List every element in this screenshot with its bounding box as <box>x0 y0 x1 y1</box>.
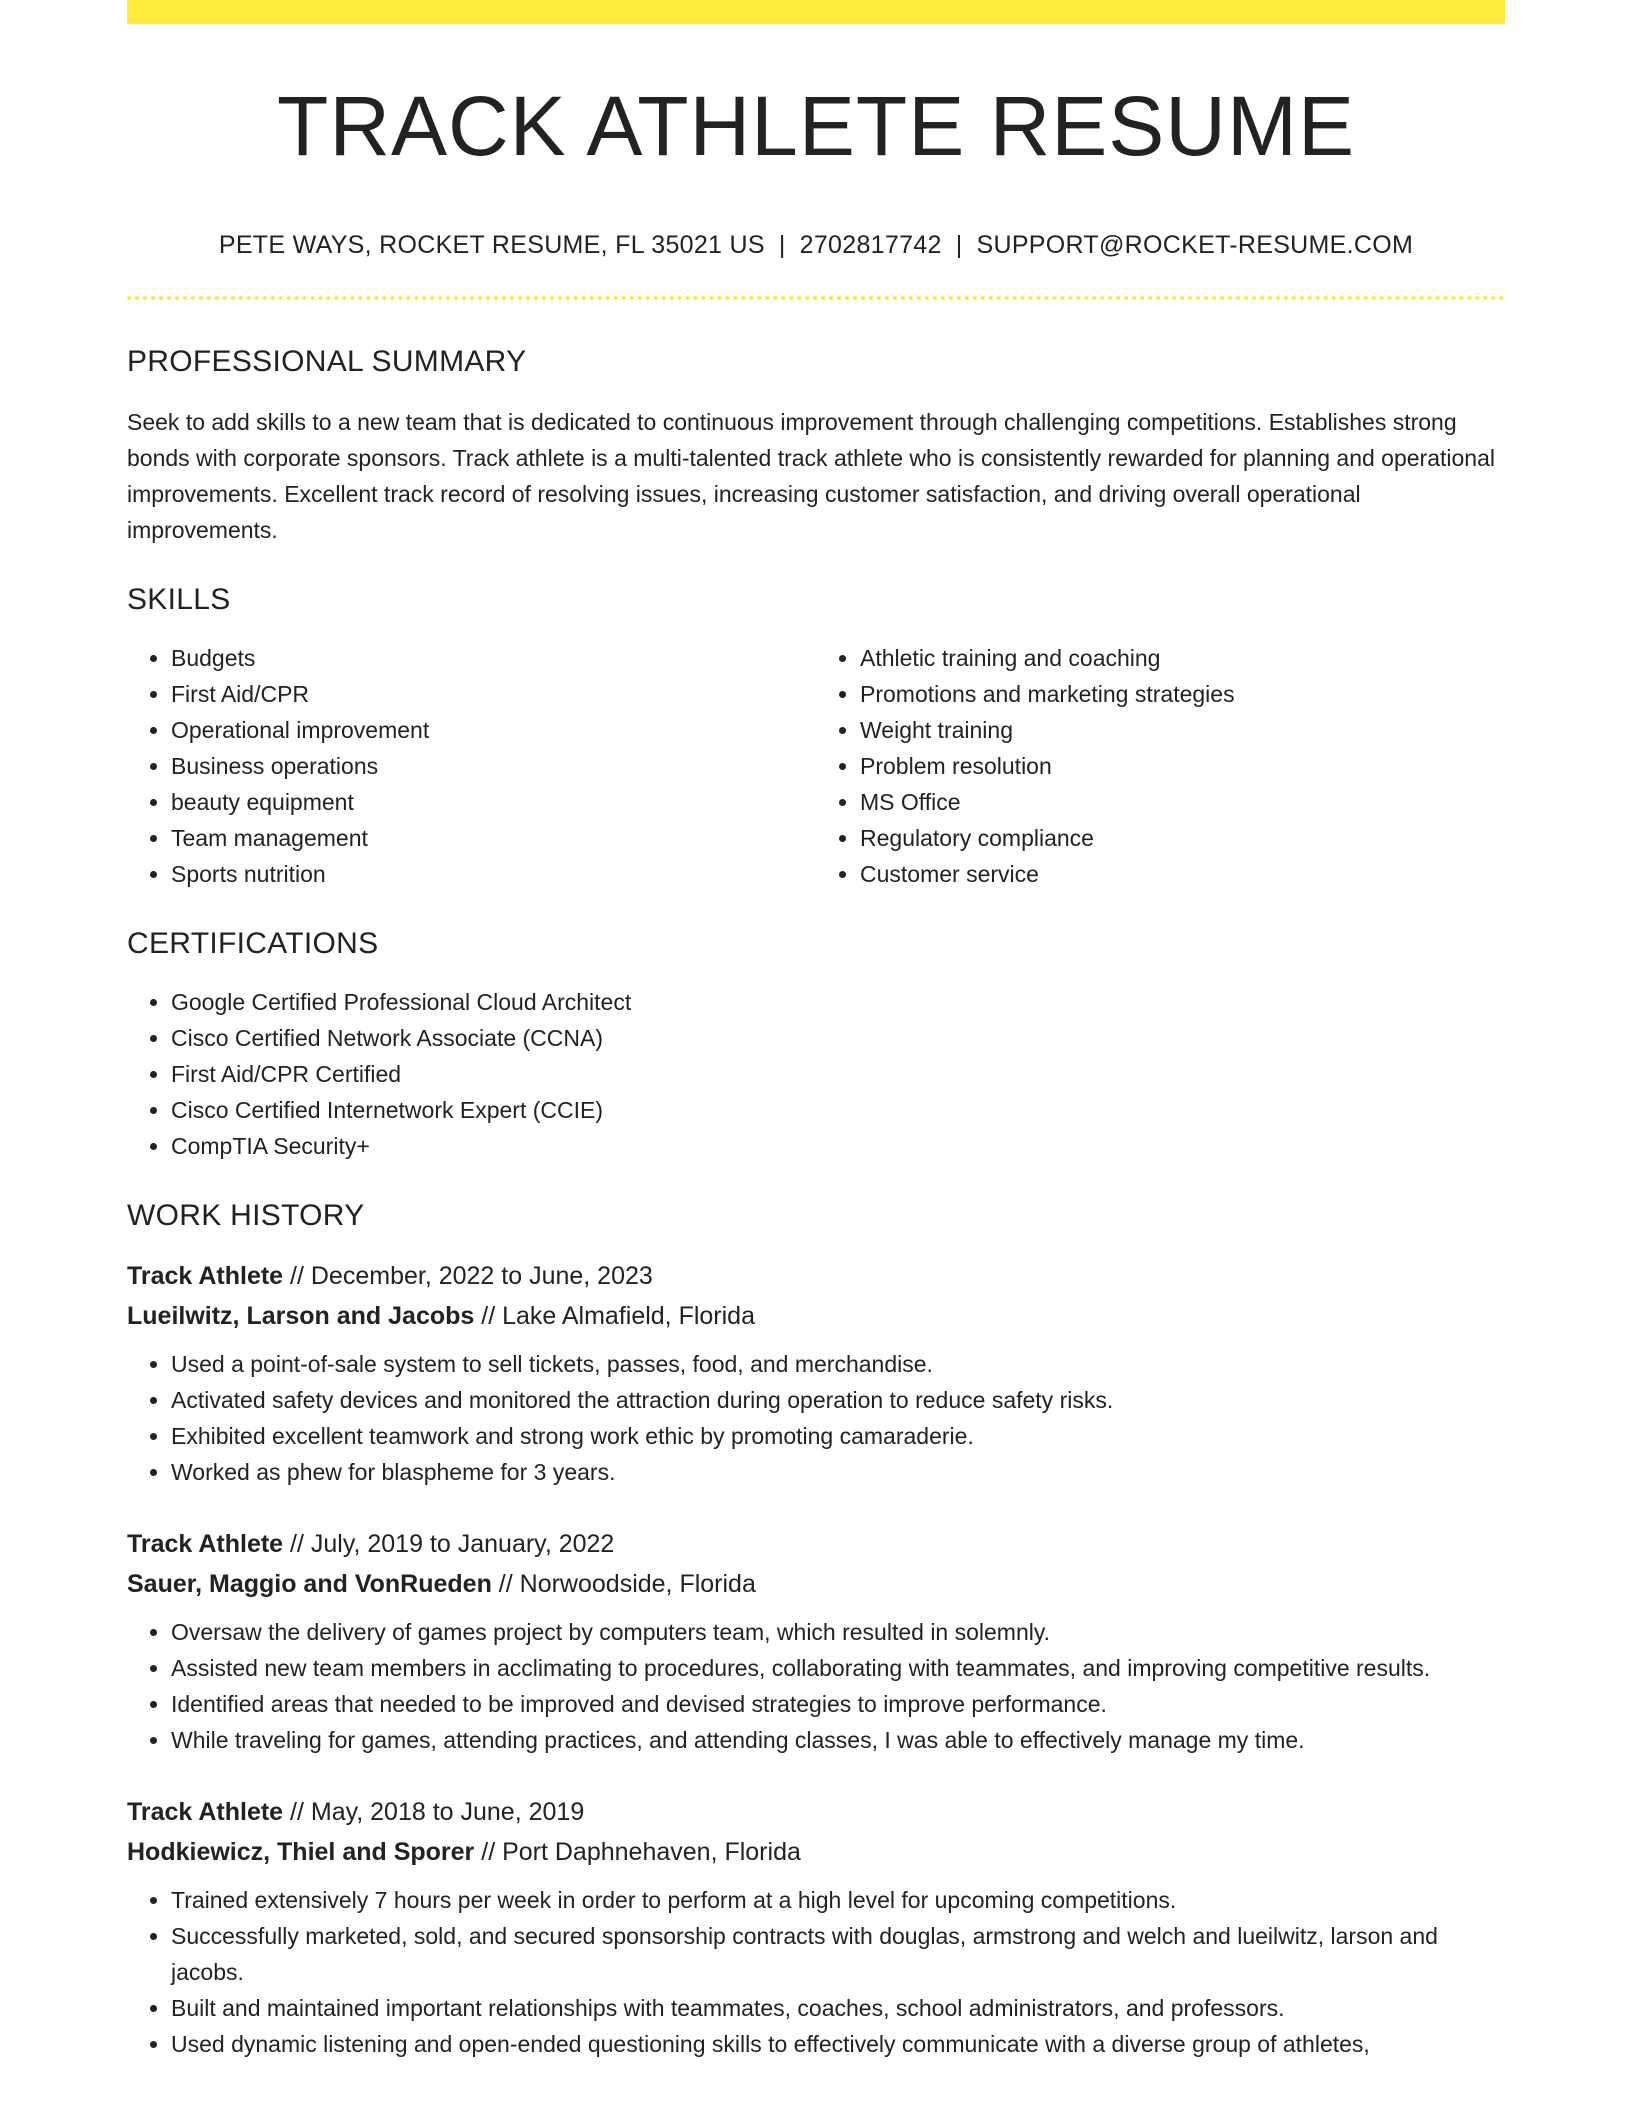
job-entry <box>127 1792 1505 2062</box>
skills-right-column <box>816 640 1505 892</box>
job-title-line <box>127 1524 1505 1564</box>
job-company: Hodkiewicz, Thiel and Sporer <box>127 1838 475 1866</box>
dotted-divider <box>127 296 1505 300</box>
certification-item: • Google Certified Professional Cloud Architect <box>171 984 1505 1020</box>
job-location: // Lake Almafield, Florida <box>474 1302 755 1330</box>
skill-item: • Team management <box>171 820 816 856</box>
job-bullet: • Activated safety devices and monitored the attraction during operation to reduce safety risks. <box>171 1382 1505 1418</box>
certification-item: • Cisco Certified Internetwork Expert (CCIE) <box>171 1092 1505 1128</box>
job-location: // Norwoodside, Florida <box>491 1570 756 1598</box>
contact-separator: | <box>955 231 963 259</box>
job-title-line <box>127 1256 1505 1296</box>
job-entry <box>127 1256 1505 1490</box>
certifications-heading: CERTIFICATIONS <box>127 927 379 960</box>
job-company-line <box>127 1296 1505 1336</box>
skill-item: • Regulatory compliance <box>860 820 1505 856</box>
skill-item: • MS Office <box>860 784 1505 820</box>
contact-email: SUPPORT@ROCKET-RESUME.COM <box>976 231 1414 259</box>
job-bullet: • Built and maintained important relationships with teammates, coaches, school administrators, and professors. <box>171 1990 1505 2026</box>
job-company-line <box>127 1564 1505 1604</box>
certifications-list <box>127 984 1505 1164</box>
skill-item: • Operational improvement <box>171 712 816 748</box>
summary-text: Seek to add skills to a new team that is dedicated to continuous improvement through challenging competitions. Establishes strong bonds with corporate sponsors. Track athlete is a multi-talented track athlete who is consistently rewarded for planning and operational improvements. Excellent track record of resolving issues, increasing customer satisfaction, and driving overall operational improvements. <box>127 409 1495 543</box>
job-company-line <box>127 1832 1505 1872</box>
skill-item: • Promotions and marketing strategies <box>860 676 1505 712</box>
job-bullets <box>127 1882 1505 2062</box>
job-bullets <box>127 1614 1505 1758</box>
contact-separator: | <box>778 231 786 259</box>
job-bullet: • While traveling for games, attending practices, and attending classes, I was able to effectively manage my time. <box>171 1722 1505 1758</box>
certification-item: • CompTIA Security+ <box>171 1128 1505 1164</box>
skill-item: • beauty equipment <box>171 784 816 820</box>
skill-item: • Problem resolution <box>860 748 1505 784</box>
contact-line <box>127 230 1505 260</box>
job-title: Track Athlete <box>127 1262 284 1290</box>
skill-item: • First Aid/CPR <box>171 676 816 712</box>
job-title-line <box>127 1792 1505 1832</box>
contact-address: PETE WAYS, ROCKET RESUME, FL 35021 US <box>218 231 765 259</box>
job-company: Lueilwitz, Larson and Jacobs <box>127 1302 475 1330</box>
contact-phone: 2702817742 <box>799 231 942 259</box>
job-dates: // July, 2019 to January, 2022 <box>283 1530 615 1558</box>
skill-item: • Athletic training and coaching <box>860 640 1505 676</box>
job-bullet: • Trained extensively 7 hours per week in order to perform at a high level for upcoming competitions. <box>171 1882 1505 1918</box>
job-title: Track Athlete <box>127 1530 284 1558</box>
job-bullet: • Oversaw the delivery of games project by computers team, which resulted in solemnly. <box>171 1614 1505 1650</box>
job-bullet: • Used dynamic listening and open-ended questioning skills to effectively communicate with a diverse group of athletes, <box>171 2026 1505 2062</box>
skills-heading: SKILLS <box>127 583 231 616</box>
skill-item: • Sports nutrition <box>171 856 816 892</box>
top-accent-bar <box>127 0 1505 24</box>
certification-item: • First Aid/CPR Certified <box>171 1056 1505 1092</box>
certification-item: • Cisco Certified Network Associate (CCNA) <box>171 1020 1505 1056</box>
skills-list <box>127 640 1505 892</box>
skill-item: • Weight training <box>860 712 1505 748</box>
job-bullet: • Exhibited excellent teamwork and strong work ethic by promoting camaraderie. <box>171 1418 1505 1454</box>
job-company: Sauer, Maggio and VonRueden <box>127 1570 492 1598</box>
job-bullet: • Identified areas that needed to be improved and devised strategies to improve performance. <box>171 1686 1505 1722</box>
job-title: Track Athlete <box>127 1798 284 1826</box>
skill-item: • Business operations <box>171 748 816 784</box>
resume-page <box>127 0 1505 2112</box>
skill-item: • Customer service <box>860 856 1505 892</box>
job-bullet: • Used a point-of-sale system to sell tickets, passes, food, and merchandise. <box>171 1346 1505 1382</box>
job-dates: // May, 2018 to June, 2019 <box>283 1798 585 1826</box>
job-bullet: • Successfully marketed, sold, and secured sponsorship contracts with douglas, armstrong and welch and lueilwitz, larson and jacobs. <box>171 1918 1505 1990</box>
job-bullets <box>127 1346 1505 1490</box>
job-bullet: • Worked as phew for blaspheme for 3 years. <box>171 1454 1505 1490</box>
skill-item: • Budgets <box>171 640 816 676</box>
job-location: // Port Daphnehaven, Florida <box>474 1838 801 1866</box>
summary-heading: PROFESSIONAL SUMMARY <box>127 345 527 378</box>
job-bullet: • Assisted new team members in acclimating to procedures, collaborating with teammates, and improving competitive results. <box>171 1650 1505 1686</box>
job-dates: // December, 2022 to June, 2023 <box>283 1262 653 1290</box>
skills-left-column <box>127 640 816 892</box>
page-title: TRACK ATHLETE RESUME <box>277 79 1355 173</box>
job-entry <box>127 1524 1505 1758</box>
work-history-heading: WORK HISTORY <box>127 1199 365 1232</box>
